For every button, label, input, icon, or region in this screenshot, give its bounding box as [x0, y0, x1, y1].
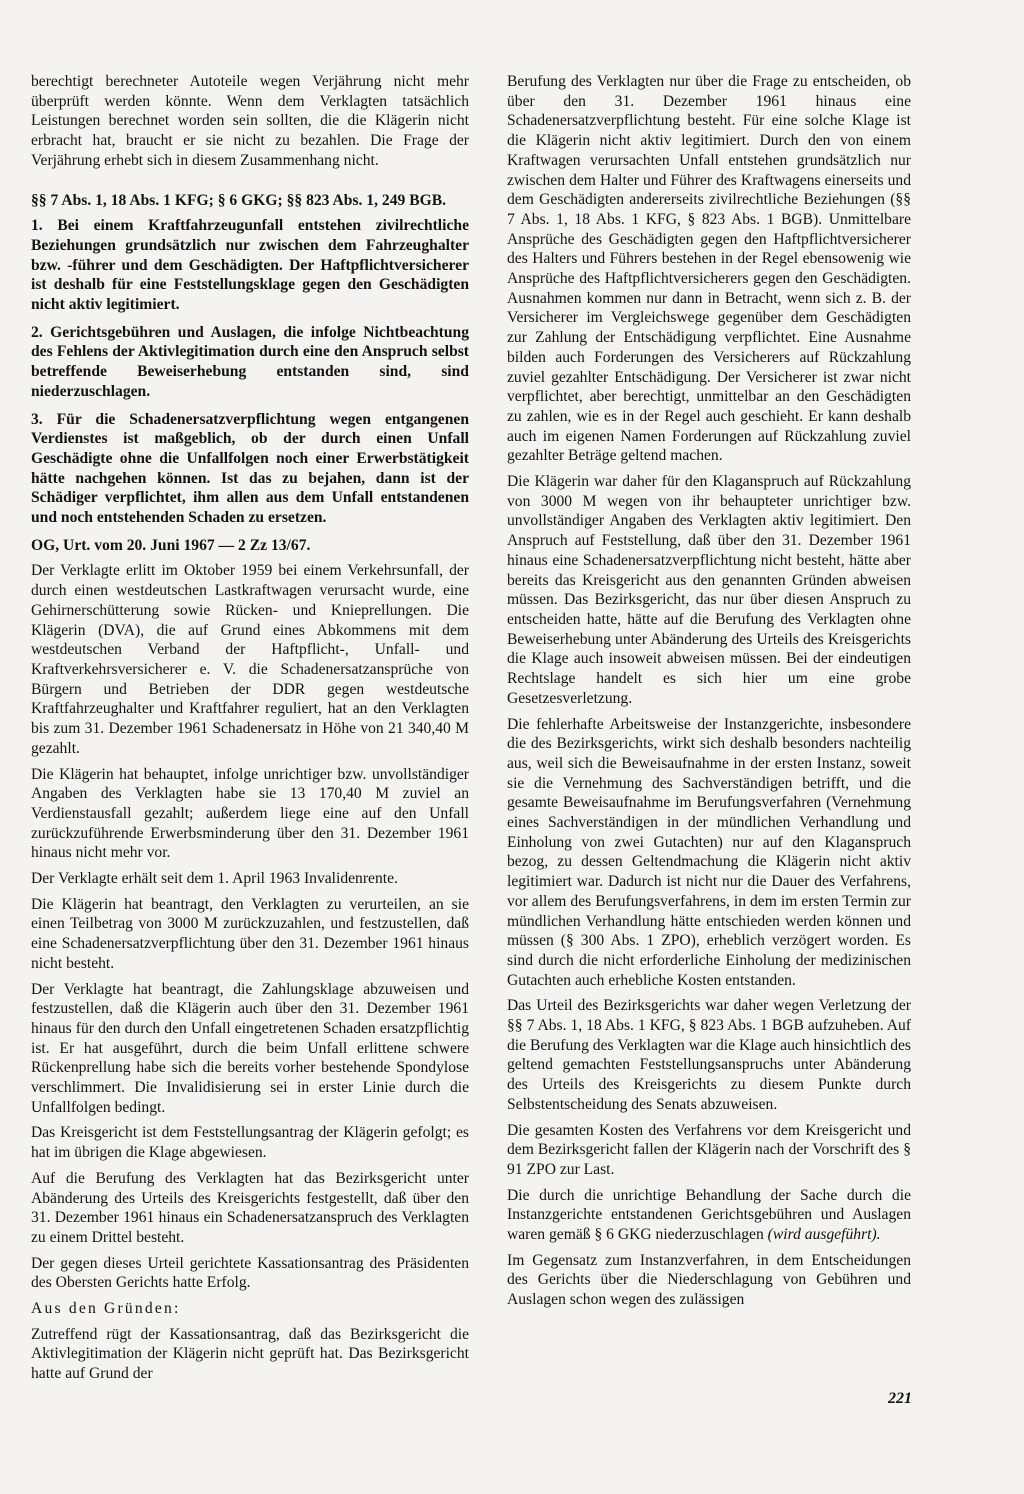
- body-paragraph: Das Urteil des Bezirksgerichts war daher wegen Verletzung der §§ 7 Abs. 1, 18 Abs. 1 KFG, § 823 Abs. 1 BGB aufzuheben. Auf die Berufung des Verklagten war die Klage auch hinsichtlich des geltend gemachten Feststellungsanspruchs unter Abänderung des Urteils des Kreisgerichts zu diesem Punkte durch Selbstentscheidung des Senats abzuweisen.: [507, 997, 911, 1113]
- body-paragraph: Der Verklagte erhält seit dem 1. April 1963 Invalidenrente.: [31, 870, 398, 888]
- body-paragraph: Im Gegensatz zum Instanzverfahren, in dem Entscheidungen des Gerichts über die Niederschlagung von Gebühren und Auslagen schon wegen des zulässigen: [507, 1251, 911, 1309]
- body-paragraph: Auf die Berufung des Verklagten hat das Bezirksgericht unter Abänderung des Urteils des Kreisgerichts festgestellt, daß über den 31. Dezember 1961 hinaus ein Schadenersatzanspruch des Verklagten zu einem Drittel besteht.: [31, 1169, 469, 1246]
- body-paragraph: Zutreffend rügt der Kassationsantrag, daß das Bezirksgericht die Aktivlegitimation der Klägerin nicht geprüft hat. Das Bezirksgericht hatte auf Grund der: [31, 1325, 469, 1383]
- body-paragraph: Die fehlerhafte Arbeitsweise der Instanzgerichte, insbesondere die des Bezirksgerichts, wirkt sich deshalb besonders nachteilig aus, weil sich die Beweisaufnahme in der ersten Instanz, soweit sie die Vernehmung des Sachverständigen betrifft, und die gesamte Beweisaufnahme im Berufungsverfahren (Vernehmung eines Sachverständigen in der mündlichen Verhandlung und Einholung von zwei Gutachten) nur auf den Klaganspruch bezog, zu dessen Geltendmachung die Klägerin nicht aktiv legitimiert war. Dadurch ist nicht nur die Dauer des Verfahrens, vor allem des Berufungsverfahrens, in dem im ersten Termin zur mündlichen Verhandlung hätte entschieden werden können und müssen (§ 300 Abs. 1 ZPO), erheblich verzögert worden. Es sind durch die nicht erforderliche Einholung der medizinischen Gutachten auch erhebliche Kosten entstanden.: [507, 715, 911, 989]
- intro-paragraph: berechtigt berechneter Autoteile wegen Verjährung nicht mehr überprüft werden könnte. Wenn dem Verklagten tatsächlich Leistungen berechnet worden sein sollten, die die Klägerin nicht erbracht hat, braucht er sie nicht zu bezahlen. Die Frage der Verjährung erhebt sich in diesem Zusammenhang nicht.: [31, 73, 469, 169]
- left-column: [31, 72, 469, 1390]
- body-paragraph: Die Klägerin hat beantragt, den Verklagten zu verurteilen, an sie einen Teilbetrag von 3000 M zurückzuzahlen, und festzustellen, daß eine Schadenersatzverpflichtung über den 31. Dezember 1961 hinaus nicht besteht.: [31, 895, 469, 972]
- body-paragraph: Der Verklagte hat beantragt, die Zahlungsklage abzuweisen und festzustellen, daß die Klägerin auch über den 31. Dezember 1961 hinaus für den durch den Unfall eingetretenen Schaden ersatzpflichtig ist. Er hat ausgeführt, durch die beim Unfall erlittene schwere Rückenprellung habe sich die bereits vorher bestehende Spondylose verschlimmert. Die Invalidisierung sei in erster Linie durch die Unfallfolgen bedingt.: [31, 980, 469, 1116]
- body-paragraph: Die gesamten Kosten des Verfahrens vor dem Kreisgericht und dem Bezirksgericht fallen der Klägerin nach der Vorschrift des § 91 ZPO zur Last.: [507, 1121, 911, 1178]
- body-paragraph: Die Klägerin war daher für den Klaganspruch auf Rückzahlung von 3000 M wegen von ihr behaupteter unrichtiger bzw. unvollständiger Angaben des Verklagten aktiv legitimiert. Den Anspruch auf Feststellung, daß über den 31. Dezember 1961 hinaus eine Schadenersatzverpflichtung nicht besteht, hätte aber bereits das Kreisgericht aus den genannten Gründen abweisen müssen. Das Bezirksgericht, das nur über diesen Anspruch zu entscheiden hatte, hätte auf die Berufung des Verklagten ohne Beweiserhebung unter Abänderung des Urteils des Kreisgerichts die Klage auch insoweit abweisen müssen. Bei der eindeutigen Rechtslage handelt es sich hier um eine grobe Gesetzesverletzung.: [507, 473, 911, 707]
- grounds-heading: Aus den Gründen:: [31, 1300, 181, 1318]
- page-number: 221: [888, 1390, 912, 1407]
- emphasis-text: (wird ausgeführt).: [767, 1226, 881, 1244]
- body-paragraph: Der Verklagte erlitt im Oktober 1959 bei einem Verkehrsunfall, der durch einen westdeutschen Lastkraftwagen verursacht wurde, eine Gehirnerschütterung sowie Rücken- und Knieprellungen. Die Klägerin (DVA), die auf Grund eines Abkommens mit dem westdeutschen Verband der Haftpflicht-, Unfall- und Kraftverkehrsversicherer e. V. die Schadenersatzansprüche von Bürgern und Betrieben der DDR gegen westdeutsche Kraftfahrzeughalter und Kraftfahrer reguliert, hat an den Verklagten bis zum 31. Dezember 1961 Schadenersatz in Höhe von 21 340,40 M gezahlt.: [31, 562, 469, 757]
- body-paragraph: Berufung des Verklagten nur über die Frage zu entscheiden, ob über den 31. Dezember 1961 hinaus eine Schadenersatzverpflichtung besteht. Für eine solche Klage ist die Klägerin nicht aktiv legitimiert. Durch den von einem Kraftwagen verursachten Unfall entstehen grundsätzlich nur zwischen dem Halter und Führer des Kraftwagens einerseits und dem Geschädigten andererseits zivilrechtliche Beziehungen (§§ 7 Abs. 1, 18 Abs. 1 KFG, § 823 Abs. 1 BGB). Unmittelbare Ansprüche des Geschädigten gegen den Haftpflichtversicherer des Halters und Führers bestehen in der Regel ebensowenig wie Ansprüche des Haftpflichtversicherers gegen den Geschädigten. Ausnahmen kommen nur dann in Betracht, wenn sich z. B. der Versicherer im Vergleichswege gegenüber dem Geschädigten zur Zahlung der Entschädigung verpflichtet. Eine Ausnahme bilden auch Forderungen des Versicherers auf Rückzahlung zuviel gezahlter Entschädigung. Der Versicherer ist zwar nicht verpflichtet, aber berechtigt, unmittelbar an den Geschädigten zu zahlen, wie es in der Regel auch geschieht. Er kann deshalb auch im eigenen Namen Forderungen auf Rückzahlung zuviel gezahlter Beträge geltend machen.: [507, 73, 911, 465]
- body-paragraph: [507, 1186, 911, 1245]
- paragraph-text: Die durch die unrichtige Behandlung der Sache durch die Instanzgerichte entstandenen Gerichtsgebühren und Auslagen waren gemäß § 6 GKG niederzuschlagen: [507, 1186, 911, 1244]
- body-paragraph: Die Klägerin hat behauptet, infolge unrichtiger bzw. unvollständiger Angaben des Verklagten habe sie 13 170,40 M zuviel an Verdienstausfall gezahlt; außerdem liege eine auf den Unfall zurückzuführende Erwerbsminderung über den 31. Dezember 1961 hinaus nicht mehr vor.: [31, 765, 469, 862]
- headnote: 1. Bei einem Kraftfahrzeugunfall entstehen zivilrechtliche Beziehungen grundsätzlich nur zwischen dem Fahrzeughalter bzw. -führer und dem Geschädigten. Der Haftpflichtversicherer ist deshalb für eine Feststellungsklage gegen den Geschädigten nicht aktiv legitimiert.: [31, 217, 469, 314]
- headnote: 3. Für die Schadenersatzverpflichtung wegen entgangenen Verdienstes ist maßgeblich, ob der durch einen Unfall Geschädigte ohne die Unfallfolgen noch einer Erwerbstätigkeit hätte nachgehen können. Ist das zu bejahen, dann ist der Schädiger verpflichtet, ihm allen aus dem Unfall entstandenen und noch entstehenden Schaden zu ersetzen.: [31, 410, 469, 527]
- right-column: [507, 72, 911, 1316]
- headnote: 2. Gerichtsgebühren und Auslagen, die infolge Nichtbeachtung des Fehlens der Aktivlegitimation durch eine den Anspruch selbst betreffende Beweiserhebung entstanden sind, sind niederzuschlagen.: [31, 323, 469, 400]
- body-paragraph: Der gegen dieses Urteil gerichtete Kassationsantrag des Präsidenten des Obersten Gerichts hatte Erfolg.: [31, 1254, 469, 1292]
- body-paragraph: Das Kreisgericht ist dem Feststellungsantrag der Klägerin gefolgt; es hat im übrigen die Klage abgewiesen.: [31, 1124, 469, 1162]
- court-citation: OG, Urt. vom 20. Juni 1967 — 2 Zz 13/67.: [31, 536, 311, 554]
- headnotes: [31, 216, 469, 528]
- legal-references: §§ 7 Abs. 1, 18 Abs. 1 KFG; § 6 GKG; §§ 823 Abs. 1, 249 BGB.: [31, 191, 447, 209]
